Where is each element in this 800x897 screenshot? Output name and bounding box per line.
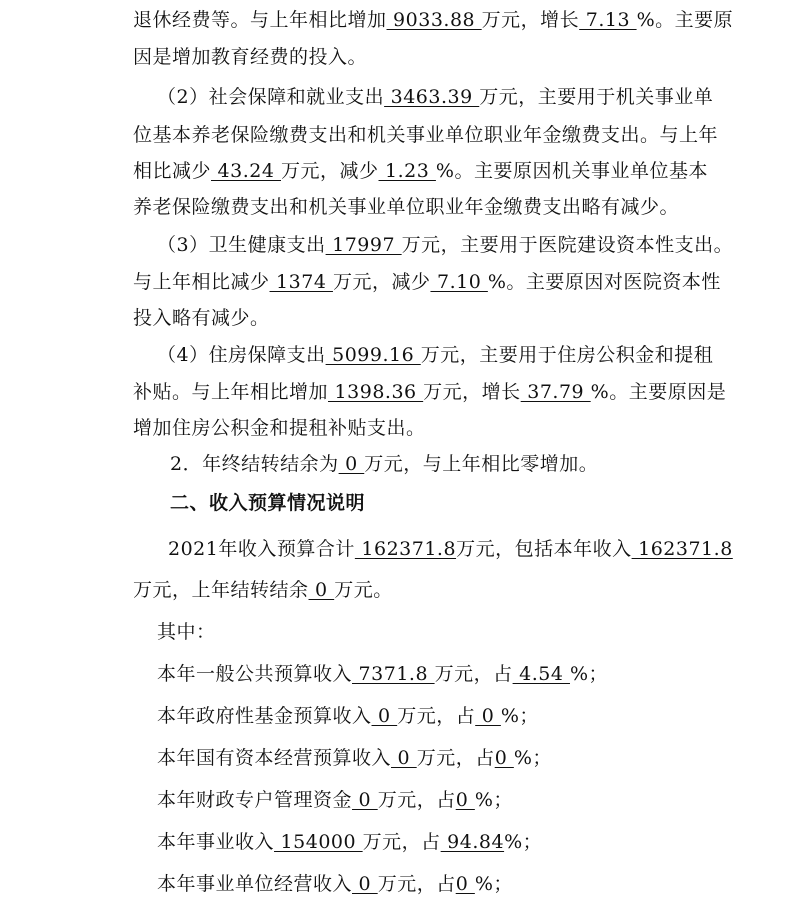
text-line bbox=[133, 306, 270, 330]
amount-underlined: 3463.39 bbox=[384, 86, 480, 108]
text-segment: 万元，减少 bbox=[332, 271, 431, 293]
text-segment: 万元，占 bbox=[377, 789, 456, 811]
text-segment: 万元，占 bbox=[416, 747, 495, 769]
text-segment: 万元，占 bbox=[397, 705, 476, 727]
text-segment: 相比减少 bbox=[133, 160, 212, 182]
amount-underlined: 162371.8 bbox=[631, 538, 733, 560]
percent-underlined: 37.79 bbox=[520, 381, 591, 403]
text-line bbox=[168, 537, 733, 561]
text-line bbox=[157, 233, 733, 257]
amount-underlined: 7371.8 bbox=[352, 663, 435, 685]
amount-underlined: 0 bbox=[338, 453, 365, 475]
text-segment: 万元，上年结转结余 bbox=[133, 579, 309, 601]
text-segment: 万元，占 bbox=[377, 873, 456, 895]
text-line bbox=[133, 8, 733, 32]
income-item bbox=[157, 872, 513, 896]
text-segment: 万元，增长 bbox=[481, 9, 580, 31]
text-segment: %； bbox=[500, 705, 539, 727]
among-label: 其中： bbox=[157, 621, 216, 643]
text-segment: %； bbox=[474, 873, 513, 895]
amount-underlined: 5099.16 bbox=[325, 344, 421, 366]
text-segment: 本年政府性基金预算收入 bbox=[157, 705, 372, 727]
text-segment: 因是增加教育经费的投入。 bbox=[133, 46, 368, 68]
text-segment: （4）住房保障支出 bbox=[157, 344, 326, 366]
text-segment: 与上年相比减少 bbox=[133, 271, 270, 293]
text-segment: 养老保险缴费支出和机关事业单位职业年金缴费支出略有减少。 bbox=[133, 196, 680, 218]
income-item bbox=[157, 830, 542, 854]
amount-underlined: 0 bbox=[371, 705, 398, 727]
percent-underlined: 94.84 bbox=[440, 831, 505, 853]
text-line bbox=[133, 195, 679, 219]
amount-underlined: 43.24 bbox=[211, 160, 281, 182]
text-segment: 万元，增长 bbox=[423, 381, 521, 403]
income-item bbox=[157, 662, 608, 686]
percent-underlined: 7.13 bbox=[579, 9, 637, 31]
amount-underlined: 1398.36 bbox=[328, 381, 424, 403]
text-line bbox=[133, 578, 393, 602]
text-segment: 万元，主要用于住房公积金和提租 bbox=[420, 344, 714, 366]
text-segment: %； bbox=[474, 789, 513, 811]
text-segment: 万元，与上年相比零增加。 bbox=[364, 453, 599, 475]
percent-underlined: 0 bbox=[475, 705, 501, 727]
text-segment: 本年事业单位经营收入 bbox=[157, 873, 353, 895]
text-segment: %。主要原因是 bbox=[590, 381, 727, 403]
amount-underlined: 9033.88 bbox=[386, 9, 482, 31]
section-heading: 二、收入预算情况说明 bbox=[170, 492, 366, 514]
text-segment: 补贴。与上年相比增加 bbox=[133, 381, 329, 403]
text-segment: 万元，减少 bbox=[281, 160, 379, 182]
income-item bbox=[157, 704, 539, 728]
amount-underlined: 17997 bbox=[325, 234, 402, 256]
text-segment: 万元，占 bbox=[362, 831, 441, 853]
text-segment: 万元，占 bbox=[434, 663, 513, 685]
text-segment: 增加住房公积金和提租补贴支出。 bbox=[133, 417, 426, 439]
text-line bbox=[157, 85, 713, 109]
text-line bbox=[133, 380, 726, 404]
text-line bbox=[133, 416, 426, 440]
text-segment: 万元，包括本年收入 bbox=[456, 538, 632, 560]
amount-underlined: 0 bbox=[352, 873, 378, 895]
text-segment: %。主要原 bbox=[636, 9, 734, 31]
text-segment: 2021年收入预算合计 bbox=[168, 538, 355, 560]
text-segment: 退休经费等。与上年相比增加 bbox=[133, 9, 387, 31]
text-line bbox=[170, 452, 598, 476]
text-segment: 本年财政专户管理资金 bbox=[157, 789, 353, 811]
text-segment: %； bbox=[504, 831, 543, 853]
text-segment: 万元，主要用于医院建设资本性支出。 bbox=[401, 234, 734, 256]
text-segment: 2．年终结转结余为 bbox=[170, 453, 339, 475]
text-segment: （2）社会保障和就业支出 bbox=[157, 86, 385, 108]
text-segment: 本年事业收入 bbox=[157, 831, 275, 853]
income-item bbox=[157, 788, 513, 812]
text-segment: （3）卫生健康支出 bbox=[157, 234, 326, 256]
text-line bbox=[133, 159, 708, 183]
amount-underlined: 0 bbox=[308, 579, 335, 601]
text-segment: %； bbox=[569, 663, 609, 685]
text-segment: 万元。 bbox=[334, 579, 393, 601]
text-segment: 本年国有资本经营预算收入 bbox=[157, 747, 392, 769]
income-item bbox=[157, 746, 552, 770]
amount-underlined: 0 bbox=[352, 789, 378, 811]
text-line bbox=[133, 45, 367, 69]
percent-underlined: 0 bbox=[455, 873, 475, 895]
text-segment: 投入略有减少。 bbox=[133, 307, 270, 329]
text-segment: 本年一般公共预算收入 bbox=[157, 663, 353, 685]
text-segment: 万元，主要用于机关事业单 bbox=[479, 86, 714, 108]
amount-underlined: 162371.8 bbox=[354, 538, 457, 560]
amount-underlined: 0 bbox=[391, 747, 417, 769]
percent-underlined: 0 bbox=[494, 747, 514, 769]
text-segment: 位基本养老保险缴费支出和机关事业单位职业年金缴费支出。与上年 bbox=[133, 124, 719, 146]
percent-underlined: 4.54 bbox=[512, 663, 570, 685]
text-line bbox=[133, 123, 718, 147]
percent-underlined: 1.23 bbox=[378, 160, 436, 182]
percent-underlined: 0 bbox=[455, 789, 475, 811]
text-line bbox=[157, 343, 713, 367]
text-segment: %。主要原因机关事业单位基本 bbox=[435, 160, 708, 182]
percent-underlined: 7.10 bbox=[430, 271, 488, 293]
text-segment: %。主要原因对医院资本性 bbox=[487, 271, 721, 293]
text-segment: %； bbox=[513, 747, 552, 769]
text-line bbox=[133, 270, 721, 294]
amount-underlined: 154000 bbox=[274, 831, 363, 853]
amount-underlined: 1374 bbox=[269, 271, 333, 293]
